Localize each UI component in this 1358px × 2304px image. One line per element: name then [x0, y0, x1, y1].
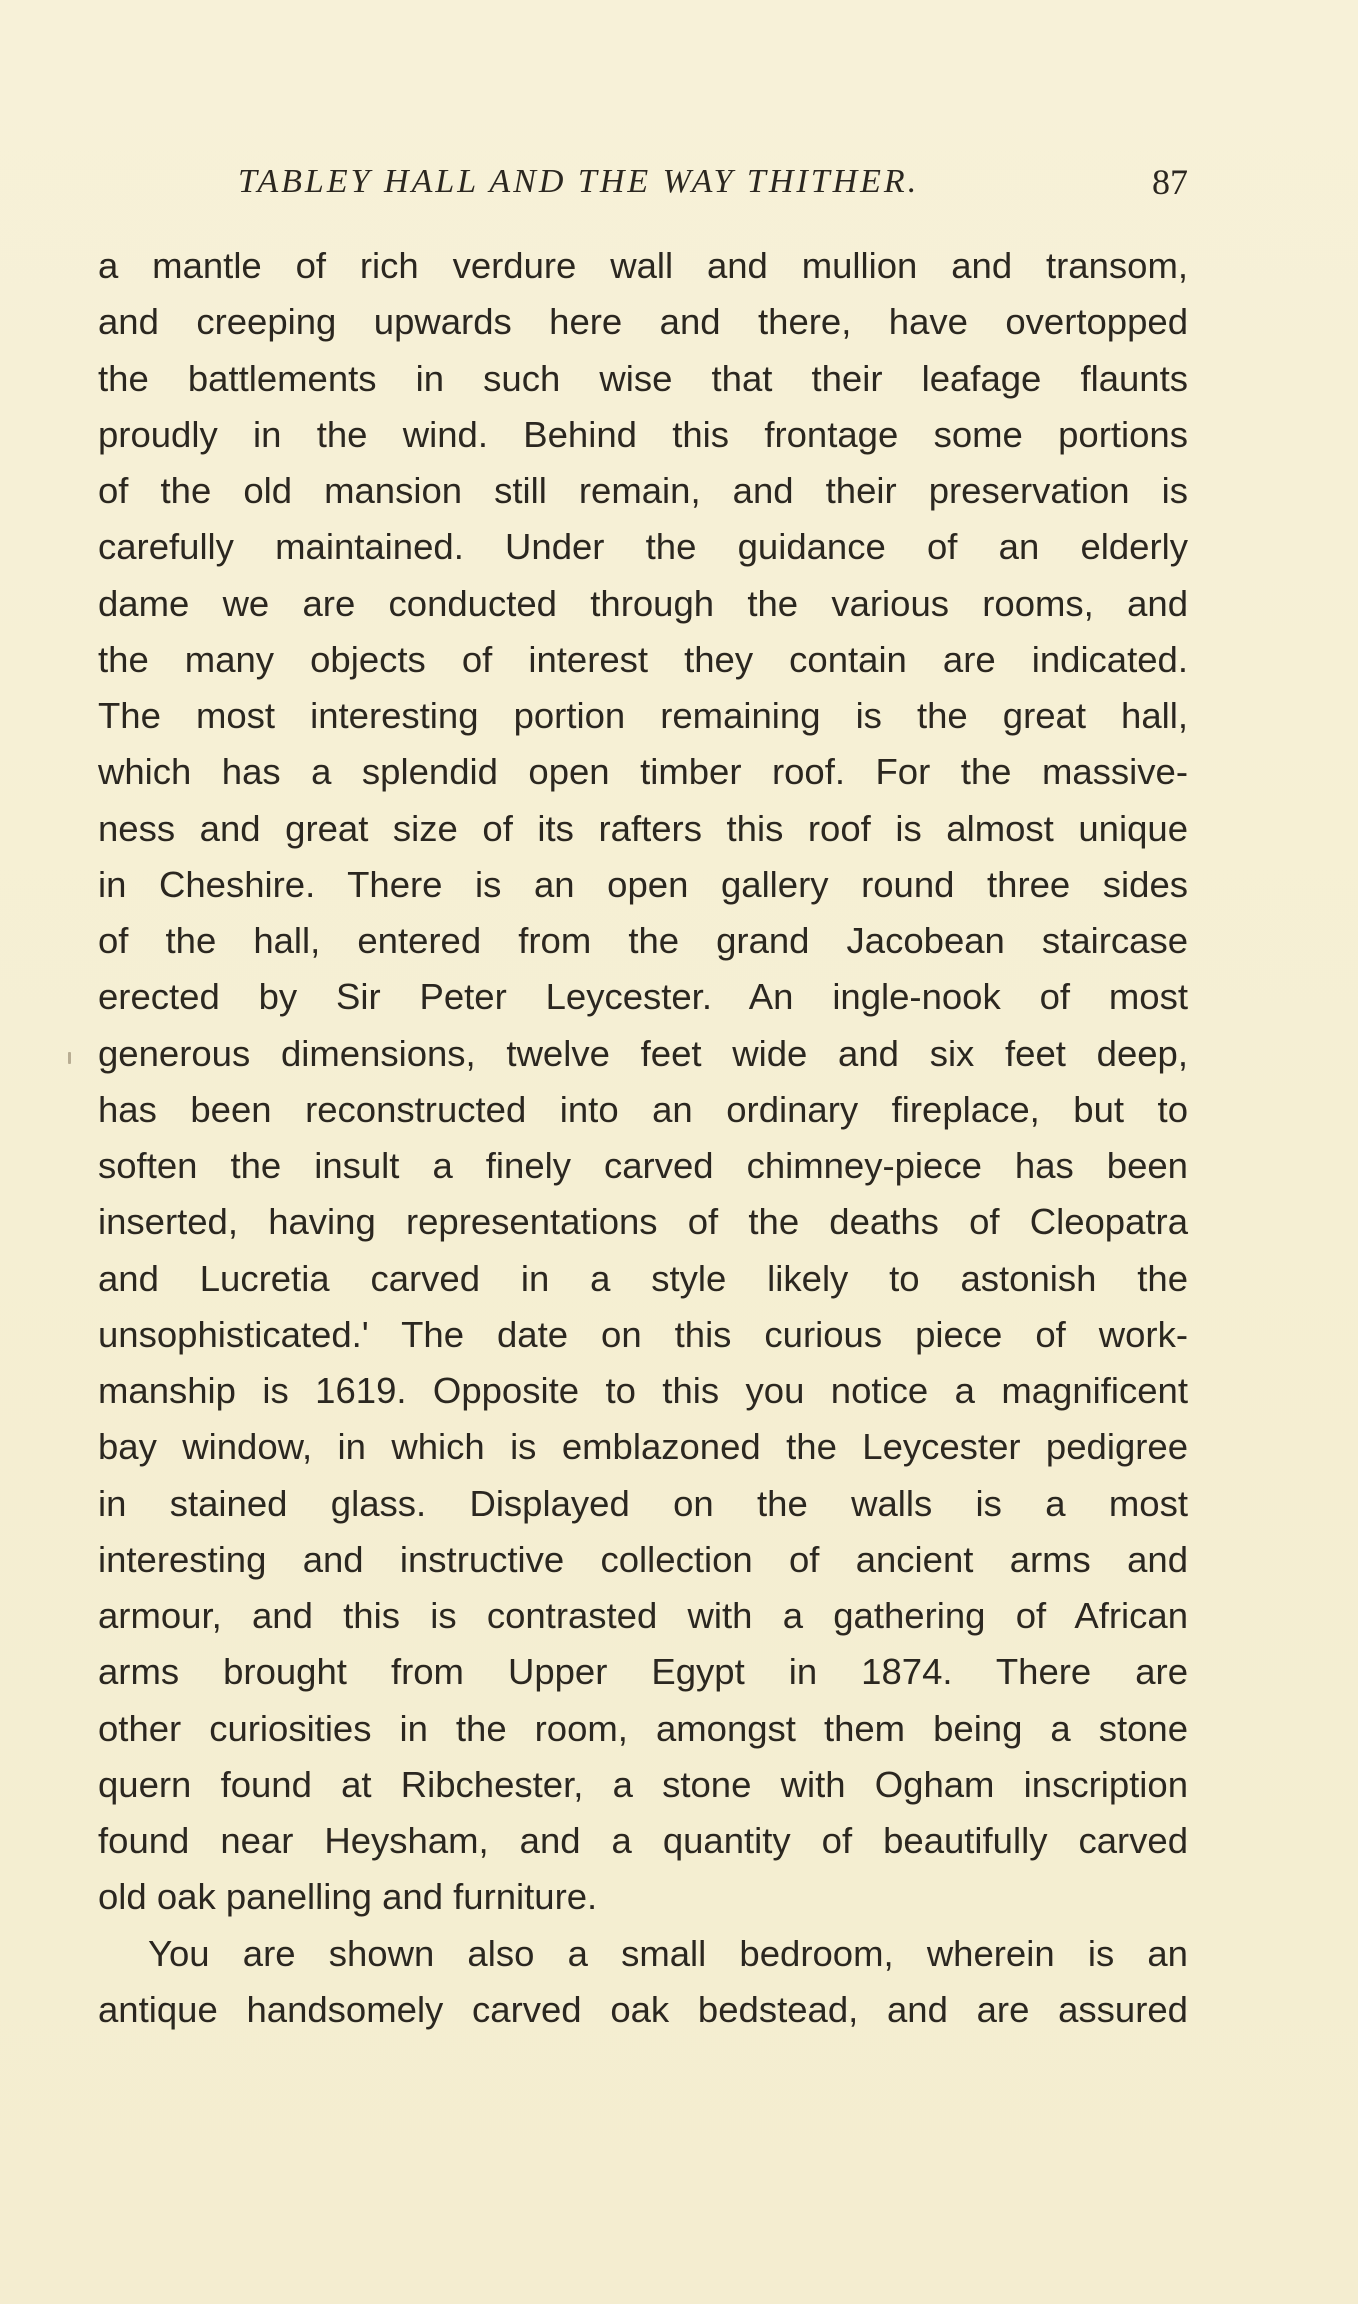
text-line: generous dimensions, twelve feet wide and six feet deep,	[98, 1032, 1188, 1074]
text-line: of the old mansion still remain, and their preservation is	[98, 470, 1188, 511]
text-line: and Lucretia carved in a style likely to astonish the	[98, 1257, 1188, 1299]
text-line: interesting and instructive collection of ancient arms and	[98, 1538, 1188, 1580]
text-line: which has a splendid open timber roof. For the massive-	[98, 751, 1188, 793]
text-line: armour, and this is contrasted with a gathering of African	[98, 1595, 1188, 1636]
text-line: proudly in the wind. Behind this frontage some portions	[98, 413, 1188, 455]
margin-mark	[68, 1052, 71, 1064]
text-line: carefully maintained. Under the guidance of an elderly	[98, 526, 1188, 568]
text-line: has been reconstructed into an ordinary fireplace, but to	[98, 1088, 1188, 1130]
paragraph-start-line: You are shown also a small bedroom, wherein is an	[148, 1932, 1188, 1974]
running-title: TABLEY HALL AND THE WAY THITHER.	[238, 163, 920, 200]
text-line: the many objects of interest they contain are indicated.	[98, 638, 1188, 680]
text-line: and creeping upwards here and there, have overtopped	[98, 301, 1188, 343]
text-line: The most interesting portion remaining is the great hall,	[98, 695, 1188, 736]
text-line: inserted, having representations of the deaths of Cleopatra	[98, 1201, 1188, 1243]
text-line: of the hall, entered from the grand Jacobean staircase	[98, 920, 1188, 961]
body-text	[98, 238, 1188, 2038]
text-line: arms brought from Upper Egypt in 1874. There are	[98, 1651, 1188, 1693]
text-line: quern found at Ribchester, a stone with Ogham inscription	[98, 1763, 1188, 1805]
text-line: antique handsomely carved oak bedstead, and are assured	[98, 1988, 1188, 2030]
text-line: unsophisticated.' The date on this curious piece of work-	[98, 1313, 1188, 1355]
text-line: found near Heysham, and a quantity of beautifully carved	[98, 1820, 1188, 1861]
text-line: other curiosities in the room, amongst them being a stone	[98, 1707, 1188, 1749]
text-line: soften the insult a finely carved chimney-piece has been	[98, 1145, 1188, 1186]
text-line: the battlements in such wise that their leafage flaunts	[98, 357, 1188, 399]
running-header	[98, 160, 1188, 204]
text-line: dame we are conducted through the various rooms, and	[98, 582, 1188, 624]
text-line: bay window, in which is emblazoned the Leycester pedigree	[98, 1426, 1188, 1468]
text-line: a mantle of rich verdure wall and mullion and transom,	[98, 245, 1188, 286]
text-line: erected by Sir Peter Leycester. An ingle-nook of most	[98, 976, 1188, 1018]
text-line: in stained glass. Displayed on the walls is a most	[98, 1482, 1188, 1524]
text-line: in Cheshire. There is an open gallery round three sides	[98, 863, 1188, 905]
paragraph-end-line: old oak panelling and furniture.	[98, 1876, 598, 1918]
text-line: manship is 1619. Opposite to this you notice a magnificent	[98, 1370, 1188, 1411]
text-line: ness and great size of its rafters this roof is almost unique	[98, 807, 1188, 849]
page-number: 87	[1152, 162, 1188, 202]
